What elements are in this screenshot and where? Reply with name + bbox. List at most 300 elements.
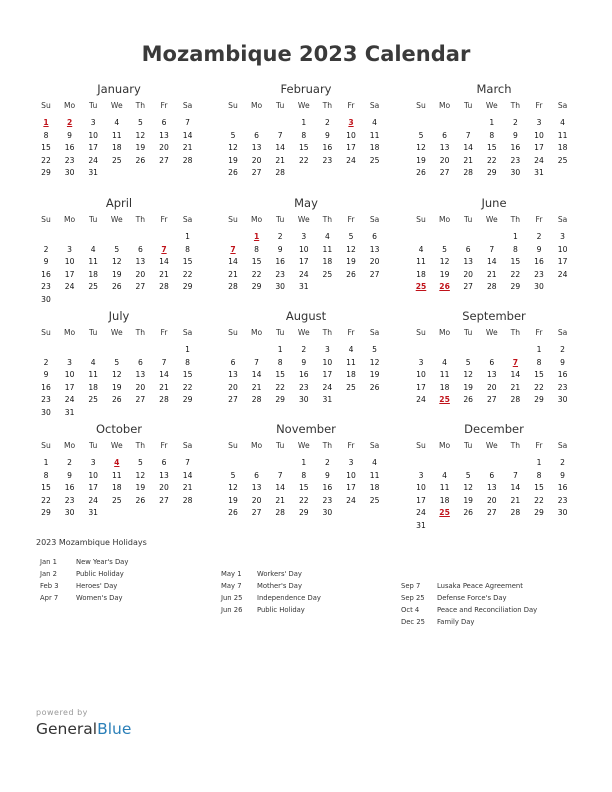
day-cell: 15 (182, 370, 193, 380)
day-cell: 9 (324, 130, 330, 140)
weekday-header: We (485, 215, 498, 224)
day-cell: 31 (322, 395, 333, 405)
weekday-header: Th (322, 441, 333, 450)
day-cell: 3 (67, 244, 73, 254)
day-cell: 29 (182, 282, 193, 292)
day-cell: 14 (182, 130, 193, 140)
weekday-header: Tu (89, 101, 98, 110)
day-cell: 21 (486, 269, 497, 279)
day-cell: 26 (346, 269, 356, 279)
day-cell: 5 (230, 470, 236, 480)
day-cell: 14 (486, 257, 497, 267)
weekday-header: Sa (369, 101, 380, 110)
day-cell: 2 (43, 244, 49, 254)
day-cell: 27 (135, 282, 146, 292)
weekday-header: Sa (182, 441, 193, 450)
day-cell: 11 (322, 244, 333, 254)
weekday-header: We (297, 441, 310, 450)
day-cell: 2 (560, 345, 566, 354)
holidays-title: 2023 Mozambique Holidays (36, 538, 147, 547)
day-cell: 30 (534, 282, 544, 292)
day-cell: 29 (534, 508, 544, 518)
day-cell: 28 (463, 168, 474, 178)
day-cell: 17 (322, 370, 333, 380)
day-cell: 24 (416, 395, 426, 405)
weekday-header: Fr (347, 215, 355, 224)
day-cell: 27 (135, 395, 146, 405)
day-cell: 16 (322, 143, 333, 153)
day-cell: 4 (442, 470, 448, 480)
day-cell: 1 (536, 458, 542, 467)
day-cell: 29 (41, 508, 51, 518)
day-cell: 20 (159, 143, 169, 153)
weekday-header: Fr (535, 441, 543, 450)
day-cell: 11 (88, 370, 99, 380)
day-cell: 13 (369, 244, 380, 254)
day-cell: 13 (486, 370, 497, 380)
day-cell: 20 (135, 382, 146, 392)
day-cell: 6 (137, 357, 143, 367)
weekday-header: Mo (438, 101, 451, 110)
day-cell: 3 (324, 345, 330, 354)
weekday-header: Th (322, 101, 333, 110)
day-cell: 13 (463, 257, 474, 267)
holiday-date: Sep 25 (401, 594, 425, 602)
day-cell: 26 (111, 282, 122, 292)
day-cell: 5 (372, 345, 378, 354)
month-name: August (285, 309, 327, 323)
day-cell: 18 (322, 257, 333, 267)
day-cell: 6 (254, 470, 260, 480)
holiday-name: Public Holiday (76, 570, 124, 578)
weekday-header: Tu (464, 328, 473, 337)
day-cell: 12 (228, 143, 238, 153)
day-cell: 27 (486, 508, 497, 518)
day-cell: 25 (346, 382, 356, 392)
day-cell: 1 (185, 232, 191, 241)
day-cell: 31 (88, 168, 99, 178)
day-cell: 17 (64, 382, 75, 392)
day-cell: 22 (298, 155, 309, 165)
day-cell: 20 (486, 495, 497, 505)
day-cell: 20 (135, 269, 146, 279)
holiday-name: Family Day (437, 618, 475, 626)
day-cell: 6 (489, 470, 495, 480)
day-cell: 7 (254, 357, 260, 367)
day-cell: 23 (64, 495, 75, 505)
day-cell: 22 (486, 155, 497, 165)
weekday-header: Fr (535, 101, 543, 110)
weekday-header: Th (510, 101, 521, 110)
day-cell: 3 (348, 458, 354, 467)
day-cell: 18 (346, 370, 356, 380)
day-cell: 9 (277, 244, 283, 254)
day-cell: 23 (557, 382, 568, 392)
day-cell: 9 (560, 357, 566, 367)
day-cell: 15 (182, 257, 193, 267)
day-cell: 12 (111, 370, 122, 380)
weekday-header: Su (228, 101, 238, 110)
day-cell: 15 (510, 257, 521, 267)
day-cell: 27 (228, 395, 238, 405)
day-cell: 8 (536, 357, 542, 367)
day-cell: 25 (557, 155, 568, 165)
day-cell: 30 (41, 408, 51, 417)
weekday-header: Sa (557, 328, 568, 337)
day-cell: 26 (111, 395, 122, 405)
holiday-day: 2 (66, 118, 73, 127)
day-cell: 17 (346, 143, 356, 153)
day-cell: 18 (557, 143, 568, 153)
day-cell: 19 (135, 143, 146, 153)
holiday-name: Public Holiday (257, 606, 305, 614)
day-cell: 24 (88, 495, 99, 505)
weekday-header: We (297, 215, 310, 224)
day-cell: 18 (439, 495, 450, 505)
day-cell: 1 (277, 345, 283, 354)
day-cell: 28 (228, 282, 238, 292)
day-cell: 7 (185, 118, 191, 127)
day-cell: 1 (301, 458, 307, 467)
day-cell: 17 (416, 382, 426, 392)
day-cell: 8 (301, 130, 307, 140)
day-cell: 22 (41, 155, 51, 165)
day-cell: 6 (254, 130, 260, 140)
day-cell: 3 (90, 458, 96, 467)
day-cell: 28 (159, 282, 169, 292)
generalblue-logo[interactable] (36, 720, 131, 738)
weekday-header: We (297, 101, 310, 110)
day-cell: 1 (512, 232, 518, 241)
month-name: September (462, 309, 526, 323)
day-cell: 14 (275, 143, 286, 153)
day-cell: 14 (275, 483, 286, 493)
day-cell: 19 (439, 269, 450, 279)
day-cell: 4 (418, 244, 424, 254)
day-cell: 16 (64, 143, 75, 153)
weekday-header: Fr (160, 215, 168, 224)
holiday-date: Apr 7 (40, 594, 59, 602)
day-cell: 22 (275, 382, 286, 392)
day-cell: 31 (298, 282, 309, 292)
day-cell: 13 (486, 483, 497, 493)
day-cell: 4 (90, 244, 96, 254)
day-cell: 3 (67, 357, 73, 367)
day-cell: 24 (346, 495, 356, 505)
day-cell: 20 (228, 382, 238, 392)
day-cell: 23 (510, 155, 521, 165)
day-cell: 11 (346, 357, 356, 367)
day-cell: 22 (298, 495, 309, 505)
day-cell: 19 (111, 382, 122, 392)
weekday-header: Tu (89, 441, 98, 450)
weekday-header: We (110, 441, 123, 450)
day-cell: 25 (88, 282, 99, 292)
day-cell: 8 (277, 357, 283, 367)
day-cell: 18 (369, 483, 380, 493)
day-cell: 24 (322, 382, 333, 392)
day-cell: 22 (534, 495, 544, 505)
weekday-header: Tu (464, 441, 473, 450)
brand-part-general: General (36, 720, 98, 738)
day-cell: 5 (137, 118, 143, 127)
day-cell: 6 (137, 244, 143, 254)
weekday-header: Mo (63, 215, 76, 224)
holiday-day: 4 (114, 458, 120, 467)
day-cell: 17 (416, 495, 426, 505)
day-cell: 28 (275, 168, 286, 178)
day-cell: 5 (418, 130, 424, 140)
day-cell: 2 (536, 232, 542, 241)
day-cell: 1 (536, 345, 542, 354)
page-title: Mozambique 2023 Calendar (141, 42, 471, 66)
day-cell: 4 (560, 118, 566, 127)
day-cell: 11 (439, 483, 450, 493)
day-cell: 17 (346, 483, 356, 493)
weekday-header: Su (228, 328, 238, 337)
day-cell: 15 (41, 483, 51, 493)
day-cell: 21 (510, 495, 521, 505)
day-cell: 24 (557, 269, 568, 279)
day-cell: 3 (90, 118, 96, 127)
day-cell: 19 (346, 257, 356, 267)
day-cell: 17 (557, 257, 568, 267)
day-cell: 16 (275, 257, 286, 267)
holiday-date: Feb 3 (40, 582, 59, 590)
holiday-day: 7 (512, 357, 519, 367)
day-cell: 16 (534, 257, 544, 267)
holiday-day: 1 (253, 232, 260, 241)
day-cell: 31 (88, 508, 99, 518)
weekday-header: Sa (369, 441, 380, 450)
day-cell: 30 (510, 168, 521, 178)
day-cell: 13 (228, 370, 238, 380)
day-cell: 20 (486, 382, 497, 392)
day-cell: 7 (277, 470, 283, 480)
day-cell: 13 (251, 143, 262, 153)
holiday-day: 1 (43, 118, 49, 127)
weekday-header: Mo (63, 101, 76, 110)
day-cell: 29 (182, 395, 193, 405)
day-cell: 1 (185, 345, 191, 354)
day-cell: 11 (111, 130, 122, 140)
day-cell: 30 (64, 508, 75, 518)
weekday-header: Sa (557, 215, 568, 224)
day-cell: 8 (536, 470, 542, 480)
day-cell: 2 (324, 458, 330, 467)
holiday-day: 7 (230, 244, 236, 254)
day-cell: 10 (557, 244, 568, 254)
day-cell: 21 (182, 143, 193, 153)
day-cell: 5 (137, 458, 143, 467)
weekday-header: Sa (557, 441, 568, 450)
day-cell: 9 (512, 130, 518, 140)
day-cell: 13 (135, 370, 146, 380)
holiday-date: Jan 2 (40, 570, 57, 578)
day-cell: 9 (560, 470, 566, 480)
weekday-header: Sa (182, 328, 193, 337)
brand-part-blue: Blue (97, 720, 132, 738)
day-cell: 24 (64, 282, 75, 292)
day-cell: 16 (510, 143, 521, 153)
weekday-header: Th (322, 328, 333, 337)
day-cell: 2 (301, 345, 307, 354)
month-name: May (294, 196, 318, 210)
day-cell: 21 (159, 269, 169, 279)
day-cell: 26 (135, 495, 146, 505)
weekday-header: Tu (276, 441, 285, 450)
day-cell: 20 (159, 483, 169, 493)
day-cell: 12 (439, 257, 450, 267)
day-cell: 8 (489, 130, 495, 140)
day-cell: 14 (510, 483, 521, 493)
day-cell: 10 (346, 470, 356, 480)
day-cell: 16 (557, 370, 568, 380)
month-name: June (481, 196, 507, 210)
day-cell: 4 (90, 357, 96, 367)
holiday-name: Women's Day (76, 594, 123, 602)
day-cell: 6 (161, 458, 167, 467)
day-cell: 30 (322, 508, 333, 518)
day-cell: 24 (416, 508, 426, 518)
day-cell: 8 (301, 470, 307, 480)
weekday-header: Su (41, 441, 51, 450)
day-cell: 23 (64, 155, 75, 165)
holiday-date: Jun 26 (221, 606, 243, 614)
day-cell: 10 (534, 130, 544, 140)
day-cell: 18 (416, 269, 426, 279)
day-cell: 15 (486, 143, 497, 153)
weekday-header: We (110, 328, 123, 337)
weekday-header: Su (416, 215, 426, 224)
day-cell: 16 (298, 370, 309, 380)
day-cell: 2 (512, 118, 518, 127)
day-cell: 24 (346, 155, 356, 165)
day-cell: 3 (418, 470, 424, 480)
day-cell: 13 (439, 143, 450, 153)
day-cell: 20 (463, 269, 474, 279)
day-cell: 2 (67, 458, 73, 467)
month-name: July (108, 309, 130, 323)
weekday-header: Mo (63, 328, 76, 337)
day-cell: 21 (228, 269, 238, 279)
day-cell: 10 (88, 130, 99, 140)
day-cell: 4 (372, 458, 378, 467)
day-cell: 26 (228, 168, 238, 178)
weekday-header: Th (322, 215, 333, 224)
day-cell: 26 (228, 508, 238, 518)
weekday-header: Fr (347, 101, 355, 110)
day-cell: 14 (228, 257, 238, 267)
day-cell: 12 (135, 130, 146, 140)
holiday-day: 25 (415, 282, 427, 292)
holiday-date: Jan 1 (40, 558, 57, 566)
day-cell: 25 (369, 155, 380, 165)
day-cell: 24 (534, 155, 544, 165)
day-cell: 19 (228, 495, 238, 505)
day-cell: 4 (372, 118, 378, 127)
day-cell: 31 (534, 168, 544, 178)
weekday-header: Mo (63, 441, 76, 450)
weekday-header: Tu (276, 215, 285, 224)
day-cell: 11 (557, 130, 568, 140)
day-cell: 23 (275, 269, 286, 279)
day-cell: 29 (251, 282, 262, 292)
day-cell: 21 (251, 382, 262, 392)
day-cell: 17 (64, 269, 75, 279)
day-cell: 26 (369, 382, 380, 392)
day-cell: 4 (114, 118, 120, 127)
holiday-day: 7 (161, 244, 167, 254)
weekday-header: Su (41, 101, 51, 110)
powered-by-text: powered by (36, 708, 88, 717)
day-cell: 7 (489, 244, 495, 254)
holiday-date: Jun 25 (221, 594, 243, 602)
weekday-header: Su (228, 215, 238, 224)
weekday-header: Th (510, 328, 521, 337)
day-cell: 15 (41, 143, 51, 153)
day-cell: 22 (41, 495, 51, 505)
day-cell: 27 (439, 168, 450, 178)
day-cell: 6 (489, 357, 495, 367)
weekday-header: Fr (347, 328, 355, 337)
day-cell: 11 (369, 470, 380, 480)
day-cell: 4 (442, 357, 448, 367)
day-cell: 3 (418, 357, 424, 367)
day-cell: 29 (486, 168, 497, 178)
day-cell: 6 (161, 118, 167, 127)
day-cell: 31 (416, 521, 426, 530)
weekday-header: Su (416, 441, 426, 450)
day-cell: 21 (159, 382, 169, 392)
day-cell: 22 (534, 382, 544, 392)
day-cell: 9 (301, 357, 307, 367)
month-name: December (464, 422, 524, 436)
day-cell: 25 (322, 269, 333, 279)
day-cell: 28 (182, 155, 193, 165)
day-cell: 22 (251, 269, 262, 279)
weekday-header: Tu (464, 101, 473, 110)
day-cell: 27 (159, 495, 169, 505)
day-cell: 14 (159, 257, 169, 267)
weekday-header: Mo (438, 215, 451, 224)
holiday-day: 26 (439, 282, 450, 292)
day-cell: 6 (442, 130, 448, 140)
weekday-header: We (297, 328, 310, 337)
day-cell: 12 (463, 370, 474, 380)
day-cell: 19 (228, 155, 238, 165)
day-cell: 10 (416, 370, 426, 380)
day-cell: 9 (67, 130, 73, 140)
weekday-header: We (110, 101, 123, 110)
day-cell: 5 (465, 470, 471, 480)
day-cell: 30 (64, 168, 75, 178)
day-cell: 1 (489, 118, 495, 127)
day-cell: 15 (298, 143, 309, 153)
holiday-name: Workers' Day (257, 570, 302, 578)
weekday-header: Mo (438, 328, 451, 337)
day-cell: 14 (159, 370, 169, 380)
day-cell: 26 (463, 395, 474, 405)
month-name: January (97, 82, 141, 96)
day-cell: 1 (301, 118, 307, 127)
day-cell: 29 (275, 395, 286, 405)
day-cell: 2 (324, 118, 330, 127)
day-cell: 7 (277, 130, 283, 140)
day-cell: 24 (298, 269, 309, 279)
day-cell: 23 (41, 282, 51, 292)
day-cell: 14 (251, 370, 262, 380)
